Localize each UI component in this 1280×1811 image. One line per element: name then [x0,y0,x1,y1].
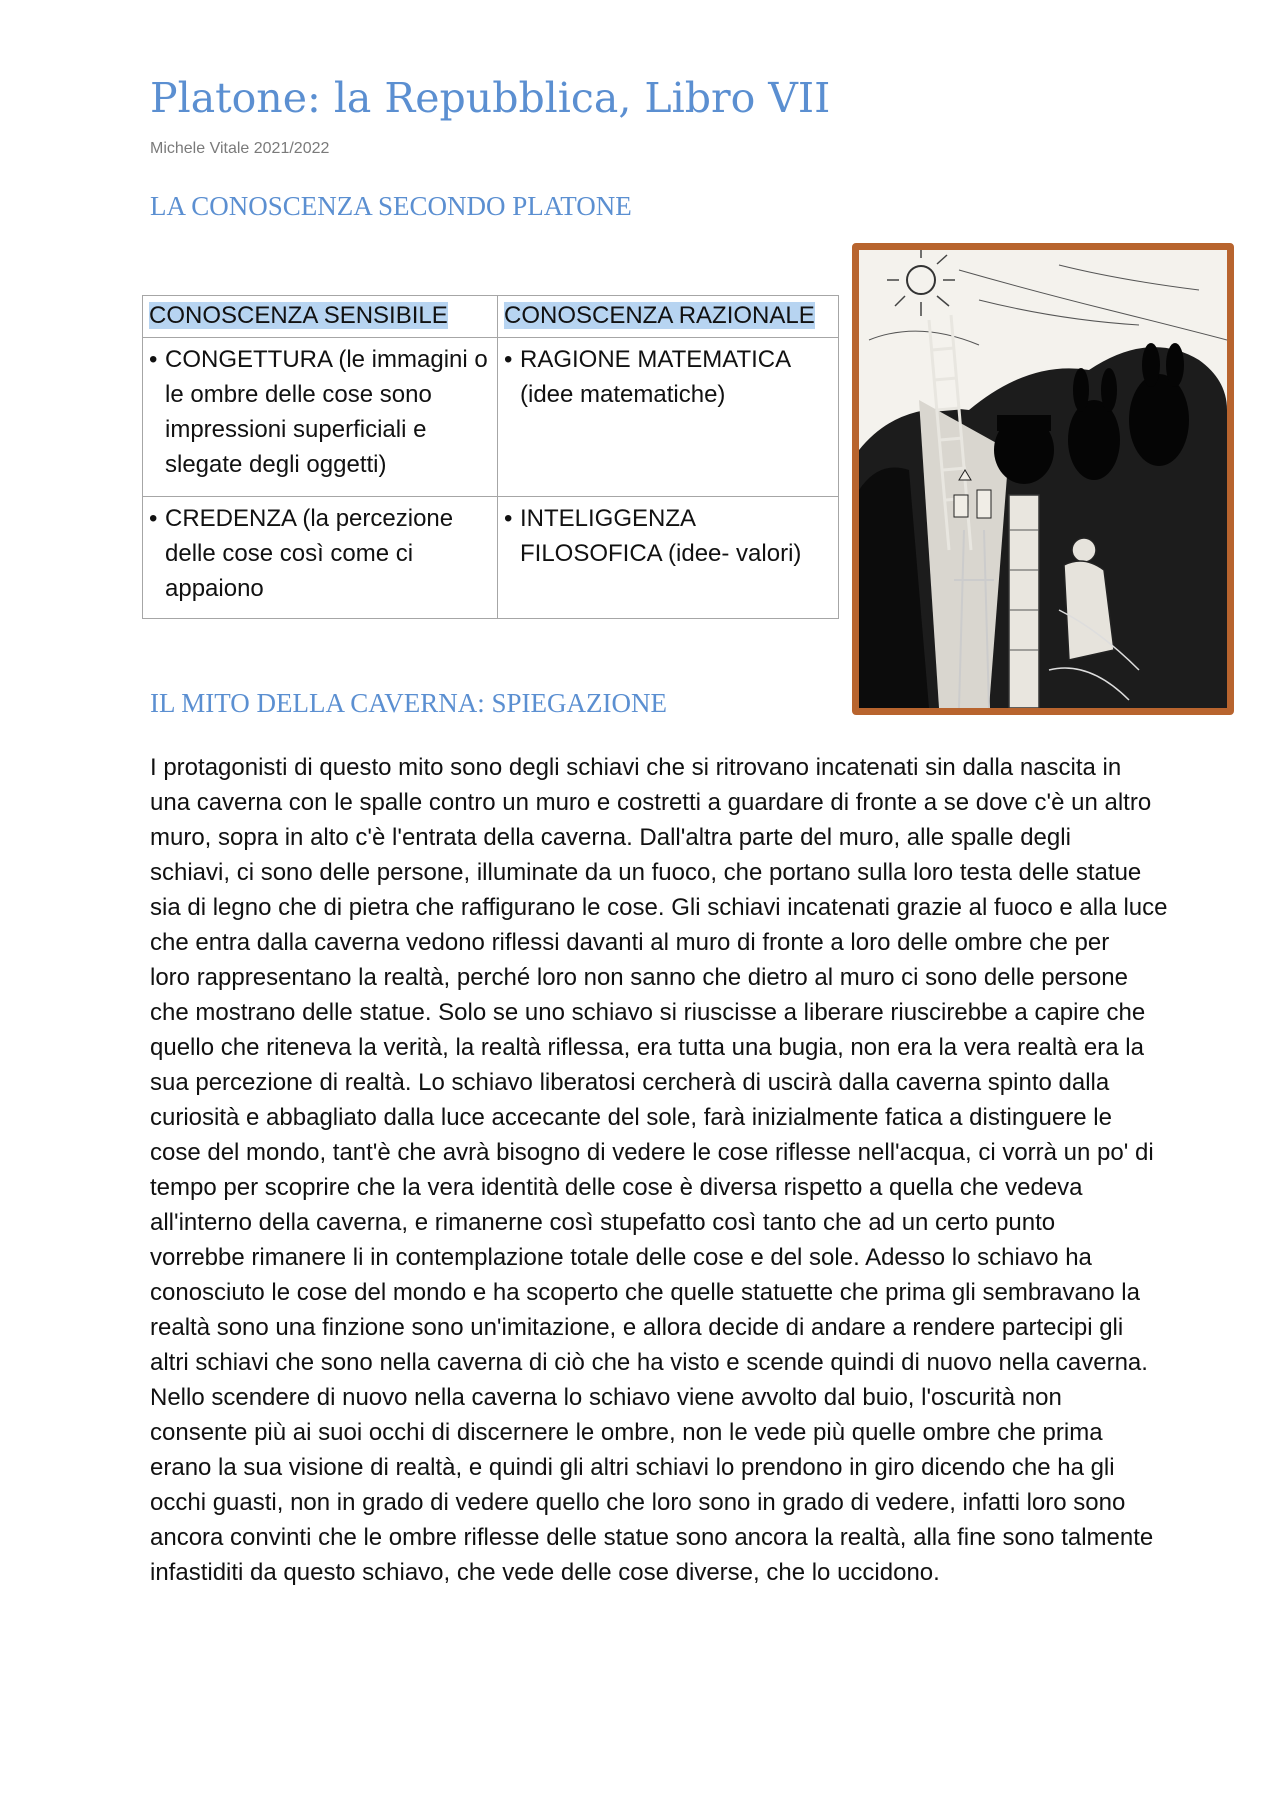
table-header-cell [498,296,839,338]
paragraph-line: occhi guasti, non in grado di vedere quello che loro sono in grado di vedere, infatti loro sono [150,1489,1126,1516]
table-row [143,497,839,619]
paragraph-line: ancora convinti che le ombre riflesse delle statue sono ancora la realtà, alla fine sono talmente [150,1524,1154,1551]
paragraph-line: I protagonisti di questo mito sono degli schiavi che si ritrovano incatenati sin dalla nascita in [150,754,1122,781]
paragraph-line: erano la sua visione di realtà, e quindi gli altri schiavi lo prendono in giro dicendo che ha gli [150,1454,1115,1481]
bullet-icon: • [149,505,158,532]
bullet-icon: • [504,346,513,373]
table-cell [143,497,498,619]
paragraph-line: vorrebbe rimanere li in contemplazione totale delle cose e del sole. Adesso lo schiavo ha [150,1244,1092,1271]
paragraph-line: conosciuto le cose del mondo e ha scoperto che quelle statuette che prima gli sembravano la [150,1279,1140,1306]
paragraph-line: che mostrano delle statue. Solo se uno schiavo si riuscisse a liberare riuscirebbe a capire che [150,999,1146,1026]
cell-text-congettura: CONGETTURA (le immagini o le ombre delle cose sono impressioni superficiali e slegate degli oggetti) [165,346,488,478]
table-header-cell [143,296,498,338]
paragraph-line: quello che riteneva la verità, la realtà riflessa, era tutta una bugia, non era la vera realtà era la [150,1034,1144,1061]
table-row [143,338,839,497]
cave-illustration [852,243,1234,715]
paragraph-line: muro, sopra in alto c'è l'entrata della caverna. Dall'altra parte del muro, alle spalle degli [150,824,1071,851]
section-heading-cave-myth: IL MITO DELLA CAVERNA: SPIEGAZIONE [150,688,667,718]
document-title: Platone: la Repubblica, Libro VII [150,74,831,122]
cell-text-ragione: RAGIONE MATEMATICA (idee matematiche) [520,346,790,408]
paragraph-line: realtà sono una finzione sono un'imitazione, e allora decide di andare a rendere partecipi gli [150,1314,1124,1341]
table-header-row [143,296,839,338]
paragraph-line: sia di legno che di pietra che raffigurano le cose. Gli schiavi incatenati grazie al fuoco e alla luce [150,894,1168,921]
bullet-icon: • [149,346,158,373]
section-heading-knowledge: LA CONOSCENZA SECONDO PLATONE [150,191,632,221]
cell-text-intelligenza: INTELIGGENZA FILOSOFICA (idee- valori) [520,505,802,567]
paragraph-line: cose del mondo, tant'è che avrà bisogno di vedere le cose riflesse nell'acqua, ci vorrà un po' di [150,1139,1154,1166]
table-cell [498,497,839,619]
paragraph-line: curiosità e abbagliato dalla luce accecante del sole, farà inizialmente fatica a distinguere le [150,1104,1112,1131]
table-cell [498,338,839,497]
paragraph-line: all'interno della caverna, e rimanerne così stupefatto così tanto che ad un certo punto [150,1209,1056,1236]
explanation-paragraph [150,750,1270,1590]
header-label-sensible: CONOSCENZA SENSIBILE [149,302,448,329]
paragraph-line: una caverna con le spalle contro un muro e costretti a guardare di fronte a se dove c'è un altro [150,789,1152,816]
paragraph-line: tempo per scoprire che la vera identità delle cose è diversa rispetto a quella che vedeva [150,1174,1083,1201]
paragraph-line: infastiditi da questo schiavo, che vede delle cose diverse, che lo uccidono. [150,1559,940,1586]
paragraph-line: che entra dalla caverna vedono riflessi davanti al muro di fronte a loro delle ombre che per [150,929,1110,956]
cell-text-credenza: CREDENZA (la percezione delle cose così come ci appaiono [165,505,454,602]
paragraph-line: altri schiavi che sono nella caverna di ciò che ha visto e scende quindi di nuovo nella caverna. [150,1349,1148,1376]
cave-allegory-icon [859,250,1227,708]
header-label-rational: CONOSCENZA RAZIONALE [504,302,815,329]
paragraph-line: sua percezione di realtà. Lo schiavo liberatosi cercherà di uscirà dalla caverna spinto dalla [150,1069,1110,1096]
bullet-icon: • [504,505,513,532]
knowledge-table [142,295,839,619]
paragraph-line: consente più ai suoi occhi di discernere le ombre, non le vede più quelle ombre che prima [150,1419,1103,1446]
paragraph-line: schiavi, ci sono delle persone, illuminate da un fuoco, che portano sulla loro testa delle statue [150,859,1142,886]
paragraph-line: Nello scendere di nuovo nella caverna lo schiavo viene avvolto dal buio, l'oscurità non [150,1384,1062,1411]
table-cell [143,338,498,497]
paragraph-line: loro rappresentano la realtà, perché loro non sanno che dietro al muro ci sono delle persone [150,964,1128,991]
author-line: Michele Vitale 2021/2022 [150,140,330,157]
